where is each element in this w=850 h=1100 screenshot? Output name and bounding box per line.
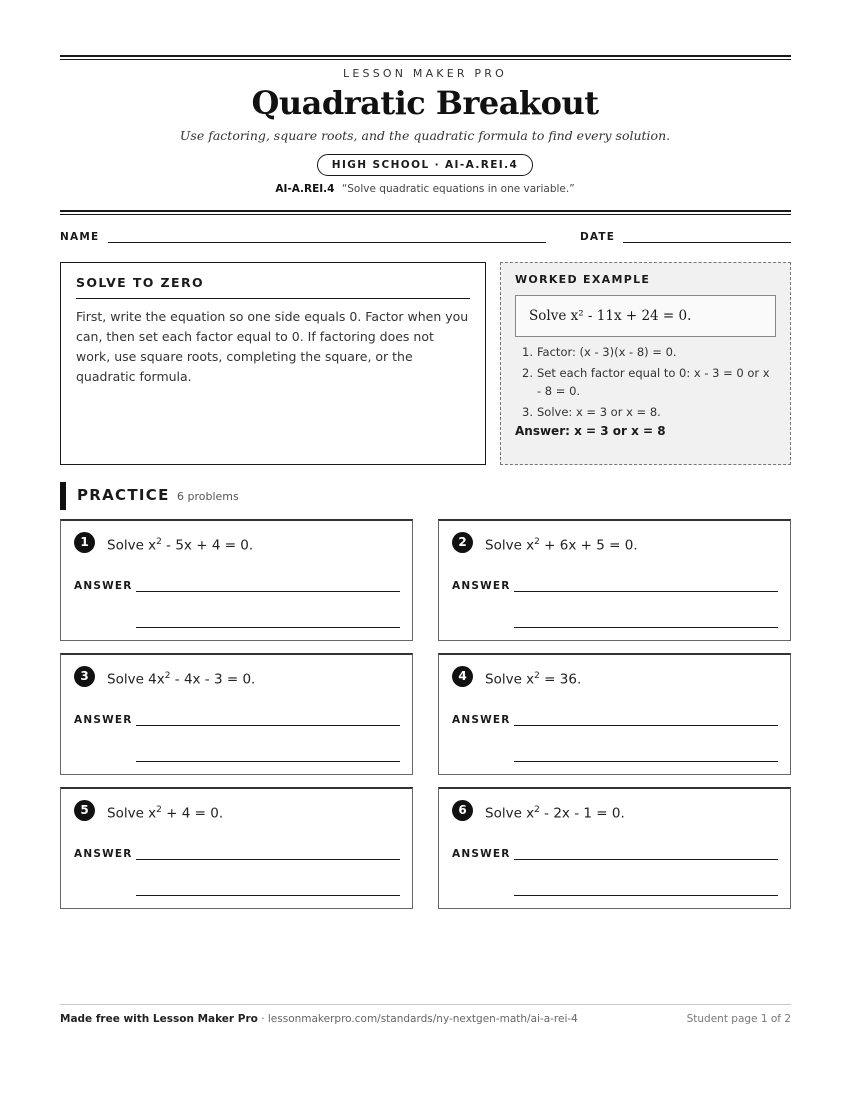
name-label: NAME [60, 231, 100, 243]
problem-text: Solve $x^2 - 2x - 1 = 0$. [485, 805, 625, 822]
problem-text: Solve $x^2 - 5x + 4 = 0$. [107, 537, 254, 554]
problem-card [60, 653, 413, 775]
header-top-rule [60, 55, 791, 60]
answer-label: ANSWER [74, 580, 133, 592]
footer-url[interactable]: lessonmakerpro.com/standards/ny-nextgen-math/ai-a-rei-4 [267, 1013, 578, 1025]
date-label: DATE [580, 231, 616, 243]
answer-line[interactable] [136, 761, 400, 762]
answer-line[interactable] [514, 627, 778, 628]
badge-wrap [0, 153, 850, 176]
practice-title: PRACTICE [77, 486, 170, 504]
answer-line[interactable] [514, 761, 778, 762]
answer-label: ANSWER [452, 848, 511, 860]
date-line[interactable] [623, 242, 791, 243]
footer-separator: · [257, 1013, 268, 1025]
practice-count: 6 problems [177, 490, 239, 503]
answer-line[interactable] [136, 591, 400, 592]
answer-label: ANSWER [74, 714, 133, 726]
footer-made-with: Made free with Lesson Maker Pro [60, 1013, 258, 1025]
answer-line[interactable] [136, 627, 400, 628]
problem-card [438, 519, 791, 641]
worked-example-panel [500, 262, 791, 465]
answer-line[interactable] [514, 725, 778, 726]
problem-number-badge: 6 [452, 800, 473, 821]
answer-label: ANSWER [74, 848, 133, 860]
problem-text: Solve $x^2 + 6x + 5 = 0$. [485, 537, 638, 554]
standard-text: “Solve quadratic equations in one variable.” [341, 183, 575, 195]
answer-line[interactable] [514, 859, 778, 860]
problem-text: Solve $x^2 + 4 = 0$. [107, 805, 224, 822]
standard-code: AI-A.REI.4 [275, 183, 335, 195]
answer-label: ANSWER [452, 580, 511, 592]
problem-number-badge: 2 [452, 532, 473, 553]
answer-line[interactable] [136, 859, 400, 860]
problem-number-badge: 1 [74, 532, 95, 553]
problem-card [438, 787, 791, 909]
problem-number-badge: 4 [452, 666, 473, 687]
example-step: 1. Factor: (x - 3)(x - 8) = 0. [522, 345, 677, 359]
name-line[interactable] [108, 242, 546, 243]
problem-card [60, 787, 413, 909]
page-title: Quadratic Breakout [251, 84, 599, 122]
header-bottom-rule [60, 210, 791, 215]
solve-panel-body: First, write the equation so one side equals 0. Factor when you can, then set each factor equal to 0. If factoring does not work, use square roots, completing the square, or the quadratic formula. [76, 309, 469, 384]
standard-line [0, 183, 850, 195]
problem-number-badge: 3 [74, 666, 95, 687]
problem-text: Solve $x^2 = 36$. [485, 671, 582, 688]
answer-line[interactable] [136, 725, 400, 726]
footer-page-number: Student page 1 of 2 [686, 1013, 791, 1025]
solve-panel-title: SOLVE TO ZERO [76, 275, 470, 299]
answer-line[interactable] [514, 591, 778, 592]
example-title: WORKED EXAMPLE [515, 273, 651, 286]
practice-accent-bar [60, 482, 66, 510]
example-answer: Answer: x = 3 or x = 8 [515, 424, 666, 438]
answer-line[interactable] [514, 895, 778, 896]
footer-rule [60, 1004, 791, 1005]
problem-card [60, 519, 413, 641]
footer-credit [60, 1013, 578, 1025]
answer-label: ANSWER [452, 714, 511, 726]
solve-to-zero-panel [60, 262, 486, 465]
example-step: 3. Solve: x = 3 or x = 8. [522, 405, 661, 419]
answer-line[interactable] [136, 895, 400, 896]
page-subtitle: Use factoring, square roots, and the quadratic formula to find every solution. [179, 128, 671, 143]
problem-text: Solve $4x^2 - 4x - 3 = 0$. [107, 671, 256, 688]
grade-standard-badge: HIGH SCHOOL · AI-A.REI.4 [317, 154, 533, 176]
problem-card [438, 653, 791, 775]
problem-number-badge: 5 [74, 800, 95, 821]
example-problem: Solve x² - 11x + 24 = 0. [515, 295, 776, 337]
example-step: 2. Set each factor equal to 0: x - 3 = 0 or x - 8 = 0. [522, 366, 770, 398]
example-steps [515, 343, 776, 421]
brand-name: LESSON MAKER PRO [343, 67, 507, 80]
